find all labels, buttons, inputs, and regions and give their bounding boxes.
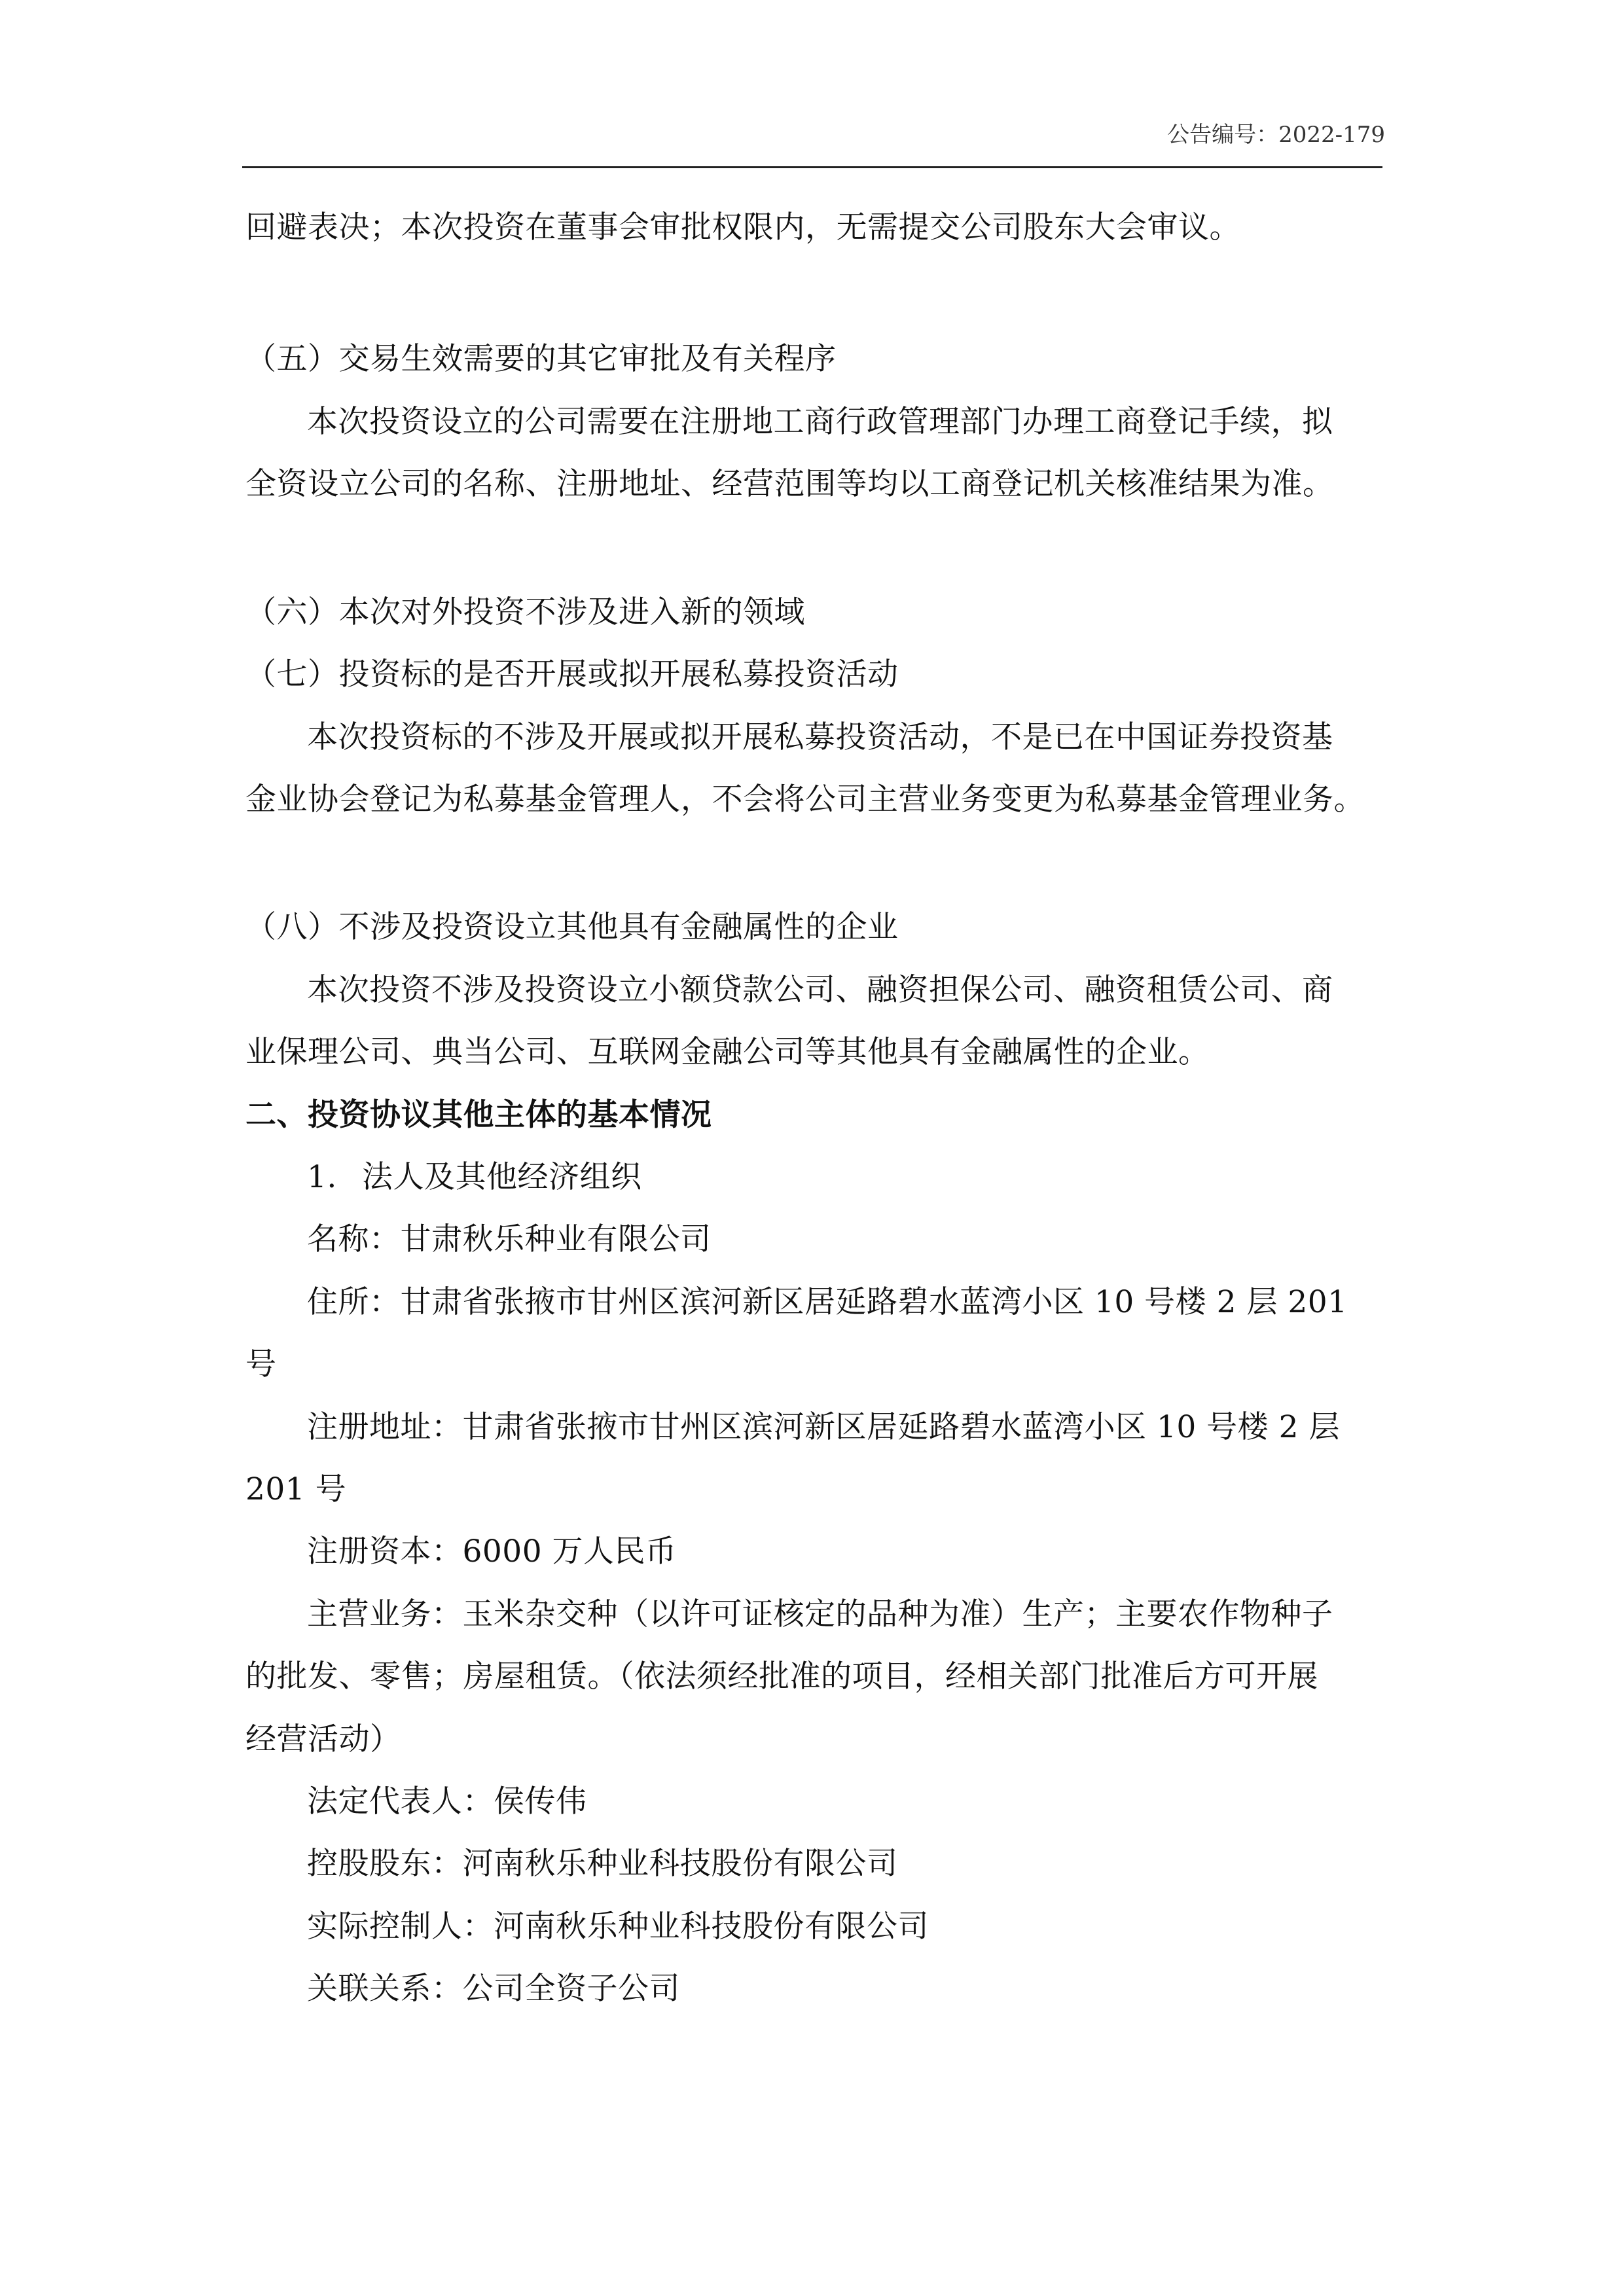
company-address-cont: 号 xyxy=(245,1346,277,1382)
section-heading-6: （六）本次对外投资不涉及进入新的领域 xyxy=(245,594,805,630)
announcement-number: 公告编号：2022-179 xyxy=(1167,122,1385,148)
company-name: 名称：甘肃秋乐种业有限公司 xyxy=(307,1221,712,1257)
header-divider xyxy=(242,166,1382,168)
chapter-heading-2: 二、投资协议其他主体的基本情况 xyxy=(245,1097,712,1133)
controlling-shareholder: 控股股东：河南秋乐种业科技股份有限公司 xyxy=(307,1846,898,1882)
registered-capital: 注册资本：6000 万人民币 xyxy=(307,1534,677,1570)
paragraph-line: 回避表决；本次投资在董事会审批权限内，无需提交公司股东大会审议。 xyxy=(245,209,1240,245)
registered-address: 注册地址：甘肃省张掖市甘州区滨河新区居延路碧水蓝湾小区 10 号楼 2 层 xyxy=(307,1409,1340,1445)
main-business: 主营业务：玉米杂交种（以许可证核定的品种为准）生产；主要农作物种子 xyxy=(307,1596,1333,1632)
paragraph-line: 业保理公司、典当公司、互联网金融公司等其他具有金融属性的企业。 xyxy=(245,1034,1210,1070)
company-address: 住所：甘肃省张掖市甘州区滨河新区居延路碧水蓝湾小区 10 号楼 2 层 201 xyxy=(307,1284,1348,1320)
section-heading-7: （七）投资标的是否开展或拟开展私募投资活动 xyxy=(245,656,899,692)
main-business-cont: 经营活动） xyxy=(245,1721,401,1757)
main-business-cont: 的批发、零售；房屋租赁。（依法须经批准的项目，经相关部门批准后方可开展 xyxy=(245,1659,1318,1695)
registered-address-cont: 201 号 xyxy=(245,1471,347,1507)
subheading-text: 法人及其他经济组织 xyxy=(362,1159,642,1195)
paragraph-line: 金业协会登记为私募基金管理人，不会将公司主营业务变更为私募基金管理业务。 xyxy=(245,781,1365,817)
list-number: 1. xyxy=(307,1159,337,1195)
paragraph-line: 本次投资标的不涉及开展或拟开展私募投资活动，不是已在中国证券投资基 xyxy=(307,719,1333,755)
actual-controller: 实际控制人：河南秋乐种业科技股份有限公司 xyxy=(307,1909,929,1945)
paragraph-line: 全资设立公司的名称、注册地址、经营范围等均以工商登记机关核准结果为准。 xyxy=(245,466,1334,502)
paragraph-line: 本次投资不涉及投资设立小额贷款公司、融资担保公司、融资租赁公司、商 xyxy=(307,972,1333,1008)
section-heading-5: （五）交易生效需要的其它审批及有关程序 xyxy=(245,341,837,377)
numbered-subheading xyxy=(307,1158,642,1197)
legal-representative: 法定代表人：侯传伟 xyxy=(307,1784,587,1820)
related-relationship: 关联关系：公司全资子公司 xyxy=(307,1971,680,2007)
paragraph-line: 本次投资设立的公司需要在注册地工商行政管理部门办理工商登记手续，拟 xyxy=(307,404,1333,440)
section-heading-8: （八）不涉及投资设立其他具有金融属性的企业 xyxy=(245,909,899,945)
